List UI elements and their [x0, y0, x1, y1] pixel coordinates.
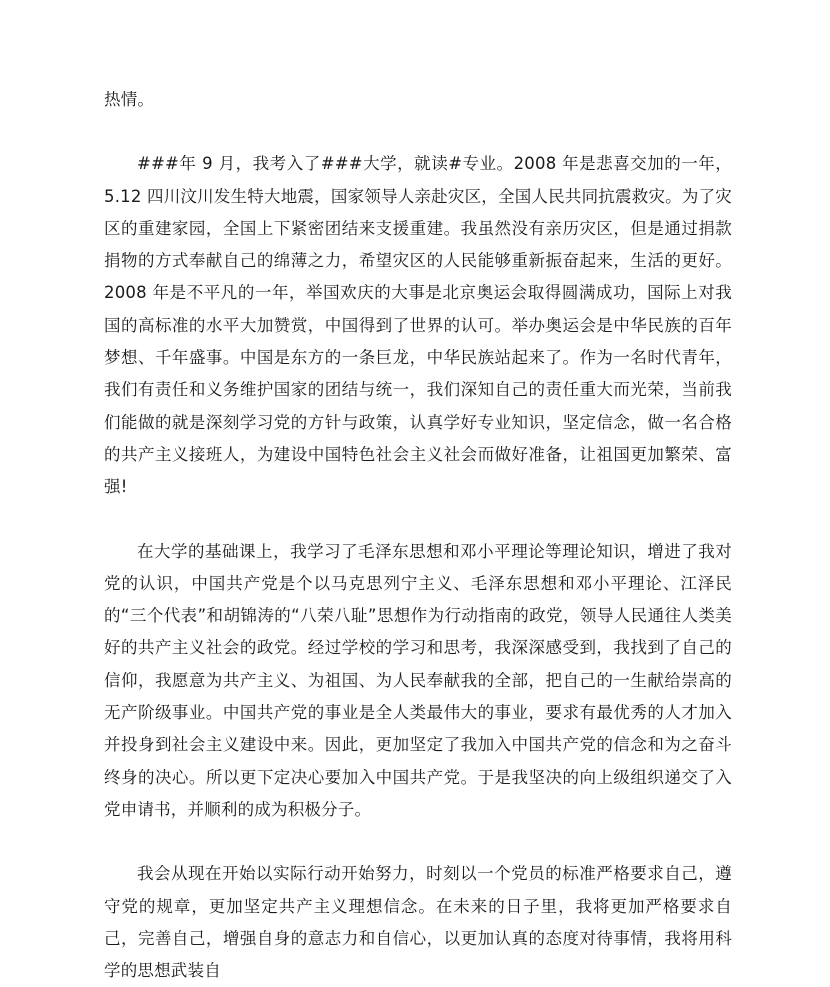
document-body [104, 84, 732, 987]
paragraph-university-2008: ###年 9 月，我考入了###大学，就读#专业。2008 年是悲喜交加的一年，5.12 四川汶川发生特大地震，国家领导人亲赴灾区，全国人民共同抗震救灾。为了灾区的重建家园，全国上下紧密团结来支援重建。我虽然没有亲历灾区，但是通过捐款捐物的方式奉献自己的绵薄之力，希望灾区的人民能够重新振奋起来，生活的更好。2008 年是不平凡的一年，举国欢庆的大事是北京奥运会取得圆满成功，国际上对我国的高标准的水平大加赞赏，中国得到了世界的认可。举办奥运会是中华民族的百年梦想、千年盛事。中国是东方的一条巨龙，中华民族站起来了。作为一名时代青年，我们有责任和义务维护国家的团结与统一，我们深知自己的责任重大而光荣，当前我们能做的就是深刻学习党的方针与政策，认真学好专业知识，坚定信念，做一名合格的共产主义接班人，为建设中国特色社会主义社会而做好准备，让祖国更加繁荣、富强! [104, 154, 732, 497]
paragraph-continuation: 热情。 [104, 90, 155, 109]
paragraph-gap [104, 504, 732, 536]
paragraph-party-theory: 在大学的基础课上，我学习了毛泽东思想和邓小平理论等理论知识，增进了我对党的认识，中国共产党是个以马克思列宁主义、毛泽东思想和邓小平理论、江泽民的“三个代表”和胡锦涛的“八荣八耻”思想作为行动指南的政党，领导人民通往人类美好的共产主义社会的政党。经过学校的学习和思考，我深深感受到，我找到了自己的信仰，我愿意为共产主义、为祖国、为人民奉献我的全部，把自己的一生献给崇高的无产阶级事业。中国共产党的事业是全人类最伟大的事业，要求有最优秀的人才加入并投身到社会主义建设中来。因此，更加坚定了我加入中国共产党的信念和为之奋斗终身的决心。所以更下定决心要加入中国共产党。于是我坚决的向上级组织递交了入党申请书，并顺利的成为积极分子。 [104, 541, 732, 819]
paragraph-gap [104, 826, 732, 858]
paragraph-future-commitment: 我会从现在开始以实际行动开始努力，时刻以一个党员的标准严格要求自己，遵守党的规章，更加坚定共产主义理想信念。在未来的日子里，我将更加严格要求自己，完善自己，增强自身的意志力和自信心，以更加认真的态度对待事情，我将用科学的思想武装自 [104, 864, 732, 981]
paragraph-gap [104, 116, 732, 148]
